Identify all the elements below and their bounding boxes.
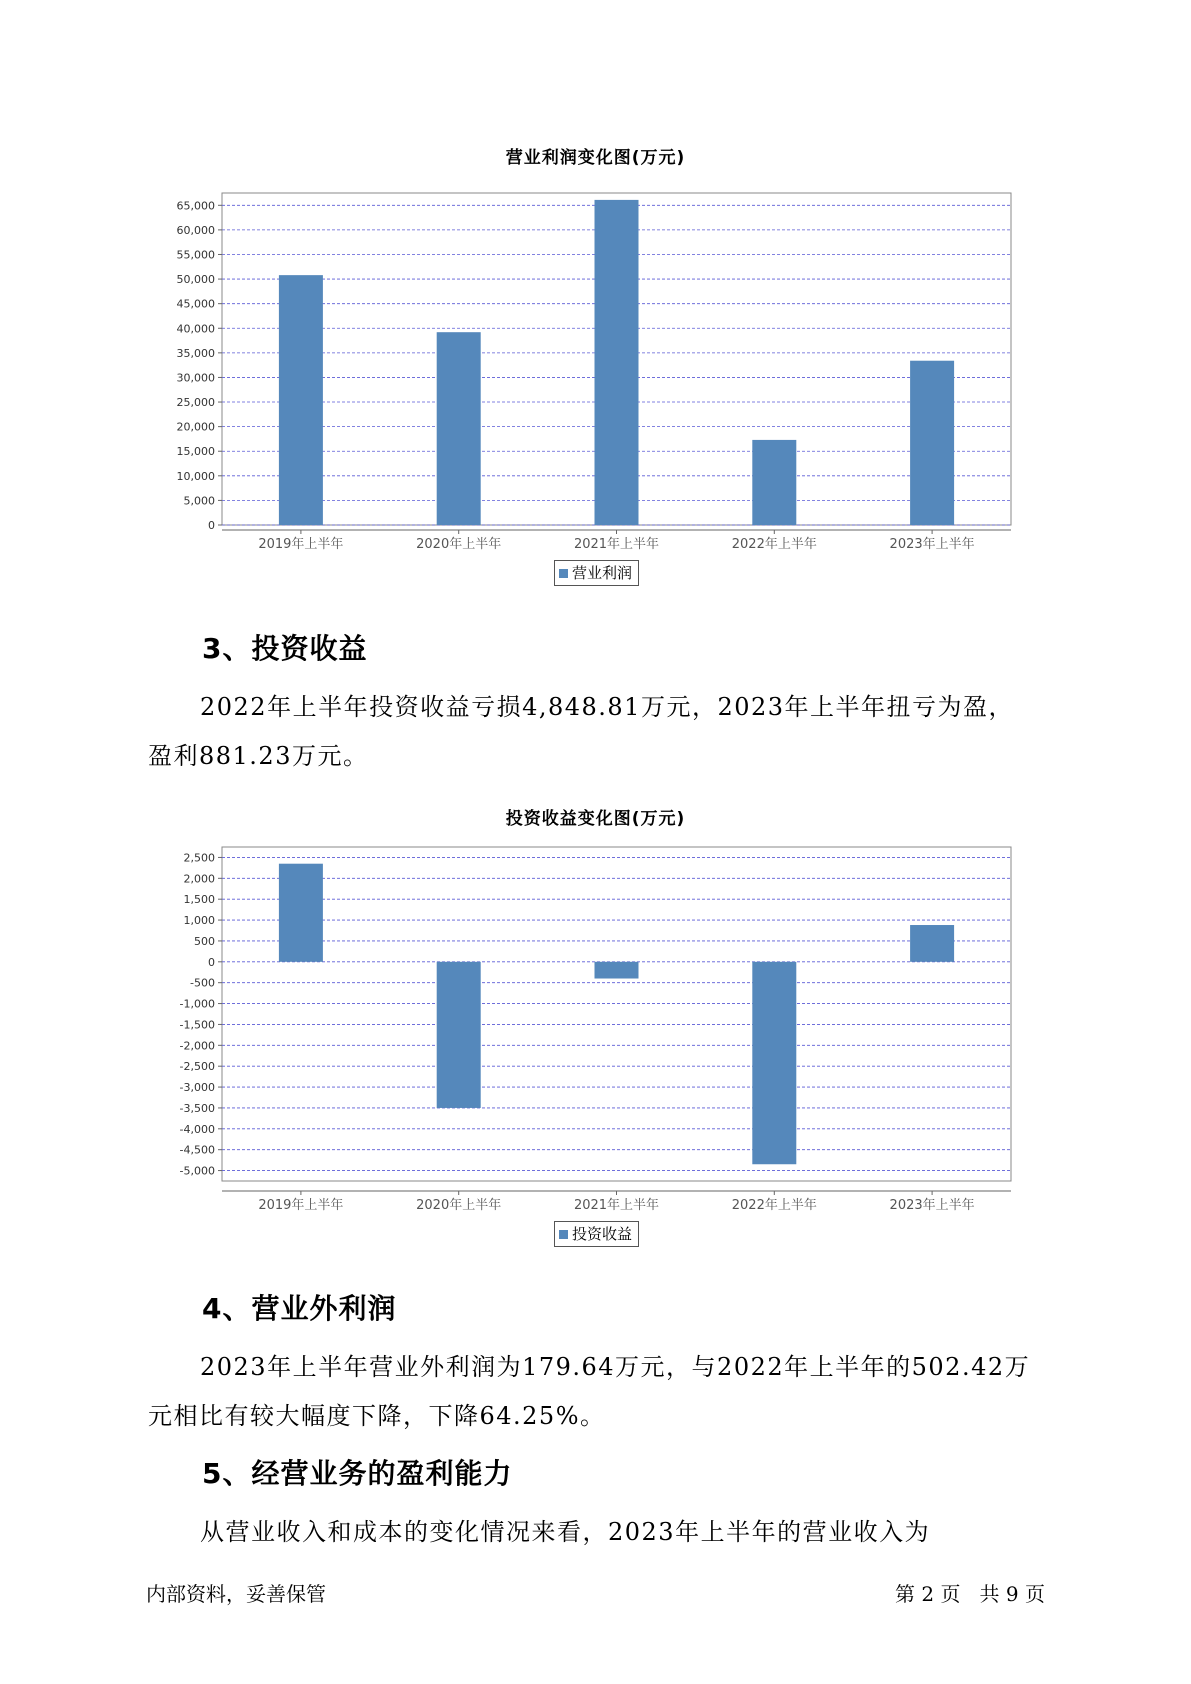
section5-heading: 5、经营业务的盈利能力 <box>202 1457 513 1490</box>
y-tick-label: 55,000 <box>176 248 215 262</box>
section4-line1: 2023年上半年营业外利润为179.64万元，与2022年上半年的502.42万 <box>200 1353 1031 1381</box>
plot-area <box>222 847 1011 1181</box>
y-tick-label: 30,000 <box>176 371 215 385</box>
section4-paragraph <box>148 1343 1048 1441</box>
x-tick-label: 2022年上半年 <box>731 537 817 552</box>
x-tick-label: 2021年上半年 <box>573 537 660 552</box>
x-tick-label: 2023年上半年 <box>889 537 975 552</box>
section5-line1: 从营业收入和成本的变化情况来看，2023年上半年的营业收入为 <box>200 1518 931 1546</box>
section3-line2: 盈利881.23万元。 <box>148 742 369 770</box>
y-tick-label: 1,000 <box>183 914 215 928</box>
y-tick-label: 5,000 <box>183 494 215 508</box>
y-tick-label: 45,000 <box>176 297 215 311</box>
y-tick-label: 2,500 <box>183 851 215 865</box>
y-tick-label: 40,000 <box>176 322 215 336</box>
y-tick-label: 2,000 <box>183 872 215 886</box>
y-tick-label: -2,500 <box>179 1060 215 1074</box>
x-tick-label: 2022年上半年 <box>731 1198 817 1213</box>
chart2-title: 投资收益变化图(万元) <box>505 809 686 829</box>
y-tick-label: -1,500 <box>179 1018 215 1032</box>
y-tick-label: 0 <box>208 519 215 532</box>
y-tick-label: -500 <box>190 976 215 990</box>
y-tick-label: 10,000 <box>176 469 215 483</box>
chart2-legend-label: 投资收益 <box>572 1225 633 1243</box>
y-tick-label: 1,500 <box>183 893 215 907</box>
y-tick-label: -1,000 <box>179 997 215 1011</box>
bar-2020年上半年 <box>437 962 481 1108</box>
y-tick-label: 65,000 <box>176 199 215 213</box>
bar-2019年上半年 <box>279 864 323 962</box>
section5-paragraph <box>148 1508 1048 1557</box>
y-tick-label: -2,000 <box>179 1039 215 1053</box>
x-tick-label: 2020年上半年 <box>416 537 502 552</box>
y-tick-label: -3,500 <box>179 1101 215 1115</box>
y-tick-label: 20,000 <box>176 420 215 434</box>
y-tick-label: 50,000 <box>176 273 215 287</box>
section3-heading: 3、投资收益 <box>202 632 368 665</box>
legend-swatch <box>559 1230 568 1239</box>
x-tick-label: 2023年上半年 <box>889 1198 975 1213</box>
y-tick-label: 500 <box>194 934 215 948</box>
section4-heading: 4、营业外利润 <box>202 1292 397 1325</box>
footer-left: 内部资料，妥善保管 <box>146 1582 326 1606</box>
footer-page-number: 第 2 页 共 9 页 <box>895 1582 1045 1606</box>
x-tick-label: 2019年上半年 <box>258 537 344 552</box>
y-tick-label: 35,000 <box>176 346 215 360</box>
y-tick-label: 25,000 <box>176 396 215 410</box>
y-tick-label: 0 <box>208 955 215 969</box>
bar-2021年上半年 <box>595 962 639 979</box>
bar-2023年上半年 <box>910 925 954 962</box>
x-tick-label: 2020年上半年 <box>416 1198 502 1213</box>
x-tick-label: 2021年上半年 <box>573 1198 660 1213</box>
y-tick-label: 15,000 <box>176 445 215 459</box>
y-tick-label: -4,000 <box>179 1122 215 1136</box>
y-tick-label: 60,000 <box>176 223 215 237</box>
y-tick-label: -4,500 <box>179 1143 215 1157</box>
bar-2022年上半年 <box>752 962 796 1164</box>
y-tick-label: -3,000 <box>179 1081 215 1095</box>
section4-line2: 元相比有较大幅度下降，下降64.25%。 <box>148 1402 606 1430</box>
chart1-legend-label: 营业利润 <box>572 564 633 582</box>
x-tick-label: 2019年上半年 <box>258 1198 344 1213</box>
chart1-title: 营业利润变化图(万元) <box>505 148 686 168</box>
section3-line1: 2022年上半年投资收益亏损4,848.81万元，2023年上半年扭亏为盈， <box>200 693 1015 721</box>
chart2-legend <box>554 1221 639 1247</box>
y-tick-label: -5,000 <box>179 1164 215 1178</box>
